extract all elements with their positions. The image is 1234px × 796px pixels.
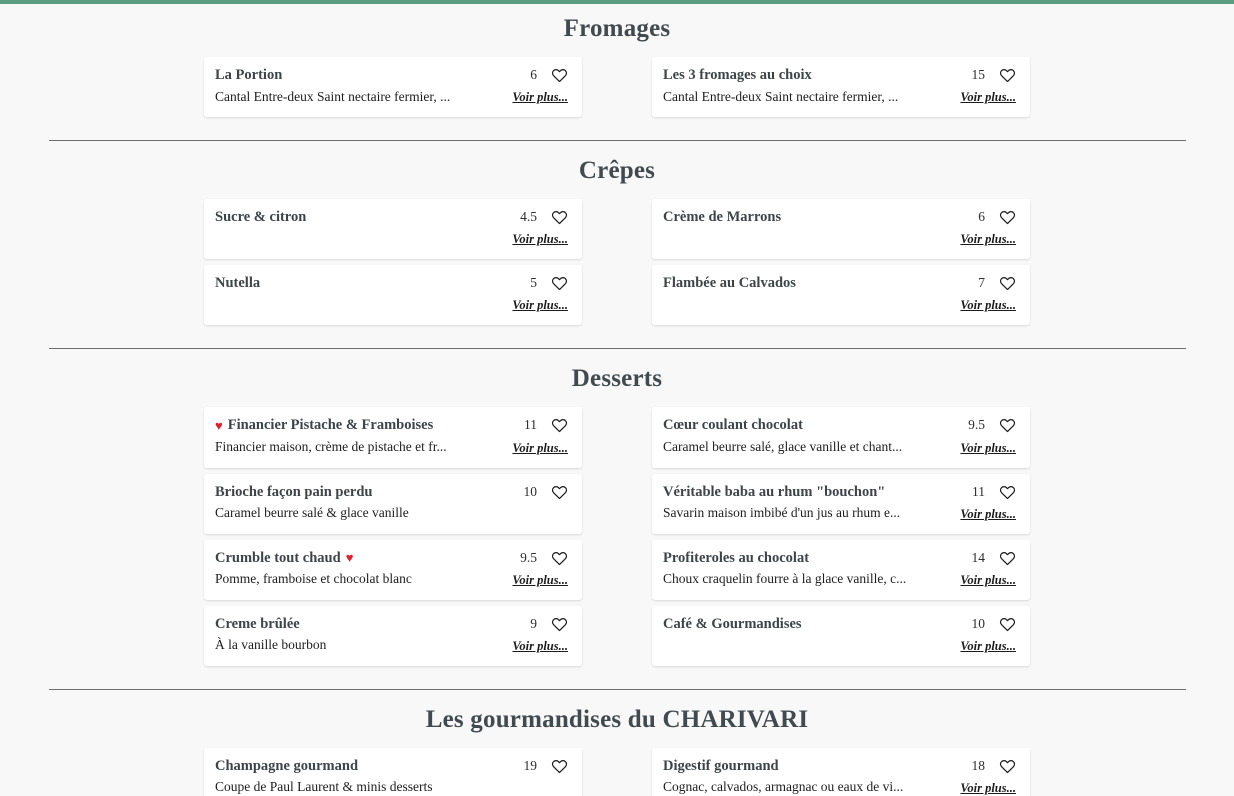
menu-item-price: 6 [978,209,985,225]
menu-item-card[interactable] [204,606,582,666]
menu-item-name-wrap [663,483,972,501]
menu-item-price: 10 [523,483,537,499]
section-divider [49,140,1186,141]
menu-item-description: Financier maison, crème de pistache et fr... [215,438,447,454]
menu-item-header [663,483,1016,501]
menu-item-meta [972,615,1017,632]
heart-outline-icon[interactable] [999,484,1016,500]
heart-outline-icon[interactable] [551,67,568,83]
voir-plus-link[interactable]: Voir plus... [960,506,1016,521]
menu-item-name-wrap [215,549,520,567]
menu-item-price: 11 [524,417,537,433]
menu-item-description: À la vanille bourbon [215,637,327,653]
menu-item-card[interactable] [204,199,582,259]
menu-item-description: Savarin maison imbibé d'un jus au rhum e... [663,505,901,521]
menu-item-footer [215,635,568,654]
menu-item-name-wrap [663,208,978,226]
menu-item-meta [972,549,1017,566]
menu-item-meta [972,483,1016,500]
voir-plus-link[interactable]: Voir plus... [960,440,1016,455]
menu-item-header [215,274,568,292]
menu-item-name: Cœur coulant chocolat [663,417,803,434]
menu-grid-fromages [204,57,1030,117]
menu-item-name-wrap [663,549,972,567]
menu-item-header [663,549,1016,567]
menu-item-price: 9.5 [520,549,537,565]
menu-item-name: Financier Pistache & Framboises [227,417,434,434]
menu-item-footer [663,569,1016,588]
menu-item-price: 7 [978,275,985,291]
menu-section-fromages [0,10,1234,117]
menu-item-card[interactable] [652,748,1030,796]
menu-item-header [663,274,1016,292]
menu-item-card[interactable] [204,474,582,534]
section-title-fromages: Fromages [563,15,671,42]
menu-section-crepes [0,140,1234,325]
menu-item-name-wrap [215,66,530,84]
voir-plus-link[interactable]: Voir plus... [960,638,1016,653]
menu-item-price: 9.5 [968,417,985,433]
menu-item-name-wrap [663,274,978,292]
menu-item-description: Choux craquelin fourre à la glace vanille, c... [663,571,907,587]
menu-column [652,748,1030,796]
menu-item-price: 6 [530,67,537,82]
menu-item-name-wrap [663,757,972,775]
menu-item-name-wrap [215,274,530,292]
menu-item-card[interactable] [204,540,582,600]
menu-item-header [215,208,568,226]
menu-item-name-wrap [215,483,524,501]
menu-item-description: Caramel beurre salé, glace vanille et chant... [663,438,903,454]
menu-column [204,407,582,666]
menu-item-footer [215,569,568,588]
menu-item-header [215,757,568,775]
menu-item-description: Cantal Entre-deux Saint nectaire fermier, ... [663,88,899,104]
menu-item-footer [663,777,1016,796]
menu-item-name-wrap [215,208,520,226]
menu-item-price: 19 [523,757,537,773]
menu-item-name: Sucre & citron [215,209,307,226]
voir-plus-link[interactable]: Voir plus... [960,298,1016,313]
menu-item-header [663,208,1016,226]
menu-item-name: La Portion [215,67,283,83]
menu-item-meta [978,274,1016,291]
voir-plus-link[interactable]: Voir plus... [512,298,568,313]
menu-item-card[interactable] [652,474,1030,534]
heart-outline-icon[interactable] [999,417,1016,433]
menu-item-price: 5 [530,275,537,291]
heart-filled-icon: ♥ [215,417,223,433]
menu-item-name: Digestif gourmand [663,757,779,774]
menu-section-desserts [0,348,1234,666]
voir-plus-link[interactable]: Voir plus... [512,572,568,587]
heart-outline-icon[interactable] [999,67,1016,83]
section-divider [49,348,1186,349]
menu-item-card[interactable] [652,606,1030,666]
heart-outline-icon[interactable] [999,550,1016,566]
menu-item-header [663,66,1016,84]
menu-item-header [215,483,568,501]
menu-item-card[interactable] [204,748,582,796]
menu-column [652,407,1030,666]
menu-column [652,57,1030,117]
menu-item-meta [524,483,569,500]
heart-outline-icon[interactable] [551,484,568,500]
menu-column [204,748,582,796]
menu-item-header [215,66,568,84]
menu-item-meta [524,757,569,774]
menu-item-footer [663,503,1016,522]
menu-grid-desserts [204,407,1030,666]
menu-item-meta [530,66,568,83]
heart-outline-icon[interactable] [551,275,568,291]
menu-item-card[interactable] [204,407,582,467]
menu-item-meta [524,416,568,433]
menu-item-card[interactable] [652,199,1030,259]
menu-item-price: 10 [971,615,985,631]
voir-plus-link[interactable]: Voir plus... [960,232,1016,247]
menu-item-header [663,416,1016,434]
menu-item-footer [663,635,1016,654]
menu-item-description: Cantal Entre-deux Saint nectaire fermier, ... [215,88,451,104]
menu-item-name: Profiteroles au chocolat [663,549,810,566]
menu-item-footer [663,294,1016,313]
menu-item-name: Flambée au Calvados [663,275,796,292]
menu-item-name-wrap [215,416,524,434]
voir-plus-link[interactable]: Voir plus... [960,781,1016,795]
menu-column [204,199,582,325]
menu-item-footer [215,294,568,313]
menu-item-description: Coupe de Paul Laurent & minis desserts [215,779,433,795]
menu-item-description: Cognac, calvados, armagnac ou eaux de vi... [663,779,904,795]
menu-item-name-wrap [663,66,972,84]
menu-item-price: 11 [972,483,985,499]
menu-item-card[interactable] [652,57,1030,117]
heart-outline-icon[interactable] [551,758,568,774]
menu-item-meta [968,416,1016,433]
voir-plus-link[interactable]: Voir plus... [512,638,568,653]
menu-item-name: Crème de Marrons [663,209,782,226]
menu-item-footer [215,228,568,247]
menu-item-card[interactable] [652,407,1030,467]
heart-outline-icon[interactable] [551,417,568,433]
heart-outline-icon[interactable] [551,616,568,632]
menu-item-meta [972,66,1017,83]
menu-item-footer [215,503,568,522]
menu-item-price: 18 [971,757,985,773]
menu-grid-gourmandises-charivari [204,748,1030,796]
menu-item-meta [520,208,568,225]
heart-outline-icon[interactable] [999,616,1016,632]
menu-column [204,57,582,117]
menu-item-name: Champagne gourmand [215,757,359,774]
menu-item-name-wrap [215,757,524,775]
menu-item-card[interactable] [652,265,1030,325]
menu-item-footer [215,86,568,105]
menu-item-description: Caramel beurre salé & glace vanille [215,505,409,521]
menu-item-name-wrap [663,615,972,633]
menu-item-name: Café & Gourmandises [663,615,802,632]
menu-item-description: Pomme, framboise et chocolat blanc [215,571,412,587]
section-title-crepes: Crêpes [578,157,656,185]
menu-item-meta [520,549,568,566]
heart-outline-icon[interactable] [999,209,1016,225]
menu-item-header [663,757,1016,775]
menu-item-meta [978,208,1016,225]
menu-item-header [215,549,568,567]
menu-item-name-wrap [215,615,530,633]
menu-item-price: 9 [530,615,537,631]
menu-item-footer [663,228,1016,247]
menu-item-name: Crumble tout chaud [215,549,341,566]
menu-item-name-wrap [663,416,968,434]
voir-plus-link[interactable]: Voir plus... [960,572,1016,587]
menu-item-meta [530,274,568,291]
menu-item-footer [215,437,568,456]
section-title-desserts: Desserts [571,365,663,393]
menu-item-header [215,615,568,633]
heart-outline-icon[interactable] [551,209,568,225]
menu-item-footer [663,437,1016,456]
voir-plus-link[interactable]: Voir plus... [512,232,568,247]
section-title-gourmandises-charivari: Les gourmandises du CHARIVARI [425,705,809,733]
voir-plus-link[interactable]: Voir plus... [960,90,1016,105]
menu-item-name: Les 3 fromages au choix [663,67,812,83]
menu-item-card[interactable] [204,57,582,117]
voir-plus-link[interactable]: Voir plus... [512,440,568,455]
menu-grid-crepes [204,199,1030,325]
heart-outline-icon[interactable] [999,275,1016,291]
menu-item-footer [663,86,1016,105]
heart-outline-icon[interactable] [999,758,1016,774]
menu-item-meta [972,757,1017,774]
menu-item-footer [215,777,568,796]
menu-section-gourmandises-charivari [0,689,1234,796]
menu-item-header [663,615,1016,633]
menu-item-name: Nutella [215,275,261,292]
heart-outline-icon[interactable] [551,550,568,566]
heart-filled-icon: ♥ [345,550,354,566]
menu-item-name: Brioche façon pain perdu [215,483,373,500]
menu-item-card[interactable] [652,540,1030,600]
menu-column [652,199,1030,325]
menu-item-price: 4.5 [520,209,537,225]
menu-item-meta [530,615,568,632]
menu-item-price: 15 [971,67,985,82]
menu-item-name: Creme brûlée [215,615,300,632]
menu-item-card[interactable] [204,265,582,325]
section-divider [49,689,1186,690]
menu-item-header [215,416,568,434]
menu-item-price: 14 [971,549,985,565]
voir-plus-link[interactable]: Voir plus... [512,90,568,105]
menu-item-name: Véritable baba au rhum "bouchon" [663,483,886,500]
